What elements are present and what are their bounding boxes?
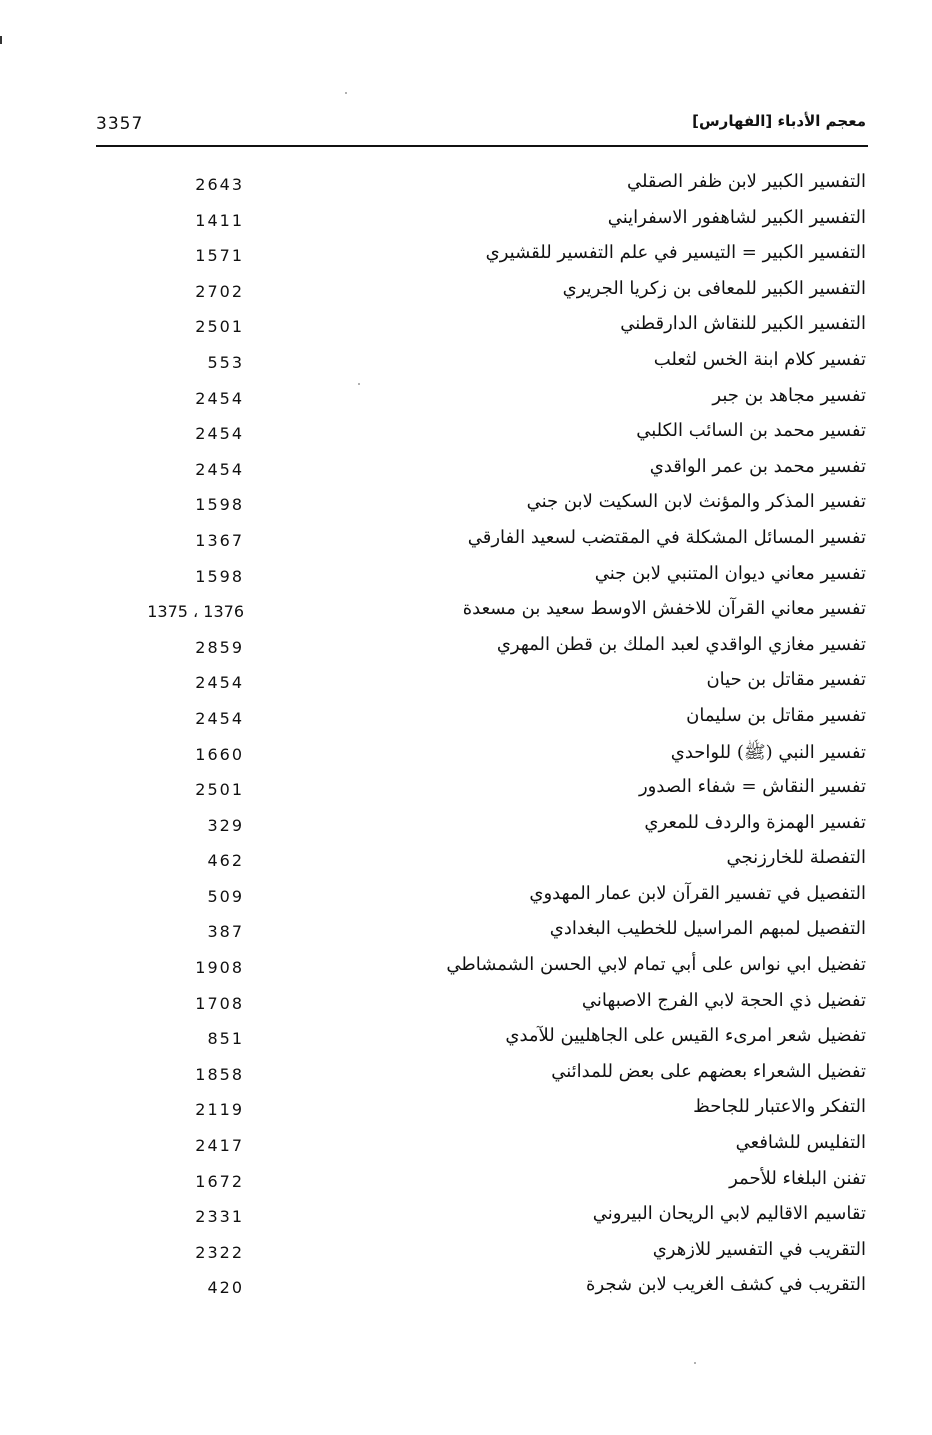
entry-pages: 2859 (195, 637, 244, 657)
entry-title: تفضيل الشعراء بعضهم على بعض للمدائني (551, 1060, 866, 1082)
entry-pages: 1375 ، 1376 (147, 602, 244, 622)
entry-title: التفليس للشافعي (735, 1132, 866, 1154)
index-entry (96, 845, 866, 881)
entry-title: التفسير الكبير للمعافى بن زكريا الجريري (562, 277, 866, 299)
index-entry (96, 739, 866, 775)
entry-title: التفسير الكبير = التيسير في علم التفسير للقشيري (485, 242, 866, 264)
entry-pages: 1660 (195, 744, 244, 764)
entry-title: التقريب في التفسير للازهري (652, 1238, 866, 1260)
entry-title: التفصيل في تفسير القرآن لابن عمار المهدوي (529, 882, 866, 904)
entry-title: تفسير محمد بن السائب الكلبي (636, 420, 866, 442)
page-number: 3357 (96, 114, 144, 134)
index-entry (96, 561, 866, 597)
running-title: معجم الأدباء [الفهارس] (692, 112, 866, 130)
index-entry (96, 988, 866, 1024)
entry-pages: 1367 (195, 530, 244, 550)
entry-pages: 2454 (195, 708, 244, 728)
entry-title: تفسير مجاهد بن جبر (712, 384, 866, 406)
index-entry (96, 881, 866, 917)
entry-pages: 2119 (195, 1100, 244, 1120)
index-entry (96, 1237, 866, 1273)
entry-pages: 1598 (195, 495, 244, 515)
index-entry (96, 952, 866, 988)
entry-pages: 1598 (195, 566, 244, 586)
index-entries (96, 169, 866, 1308)
entry-pages: 387 (207, 922, 244, 942)
index-entry (96, 632, 866, 668)
entry-title: تفسير كلام ابنة الخس لثعلب (653, 348, 866, 370)
header-rule (96, 145, 868, 147)
entry-pages: 1672 (195, 1171, 244, 1191)
entry-title: تفسير النبي (ﷺ) للواحدي (670, 741, 866, 763)
entry-pages: 509 (207, 886, 244, 906)
index-entry (96, 1059, 866, 1095)
scan-speck (358, 383, 360, 385)
entry-title: التفسير الكبير لابن ظفر الصقلي (626, 171, 866, 192)
entry-pages: 329 (207, 815, 244, 835)
page-header (96, 108, 866, 144)
entry-title: تقاسيم الاقاليم لابي الريحان البيروني (592, 1203, 866, 1225)
entry-pages: 851 (207, 1029, 244, 1049)
index-entry (96, 383, 866, 419)
entry-pages: 1708 (195, 993, 244, 1013)
entry-title: التفصلة للخارزنجي (726, 847, 866, 869)
entry-title: تفسير النقاش = شفاء الصدور (638, 776, 866, 798)
entry-pages: 2643 (195, 175, 244, 194)
index-entry (96, 1201, 866, 1237)
entry-title: تفضيل شعر امرىء القيس على الجاهليين للآمدي (505, 1025, 866, 1047)
index-entry (96, 169, 866, 205)
entry-title: تفسير محمد بن عمر الواقدي (649, 455, 866, 477)
entry-title: تفضيل ذي الحجة لابي الفرج الاصبهاني (581, 989, 866, 1011)
index-entry (96, 596, 866, 632)
index-entry (96, 311, 866, 347)
index-entry (96, 1094, 866, 1130)
entry-title: تفسير المذكر والمؤنث لابن السكيت لابن جني (526, 491, 866, 513)
index-entry (96, 1130, 866, 1166)
entry-pages: 1908 (195, 958, 244, 978)
entry-title: التفسير الكبير للنقاش الدارقطني (620, 313, 866, 335)
entry-title: تفسير معاني ديوان المتنبي لابن جني (594, 562, 866, 584)
entry-pages: 2454 (195, 424, 244, 444)
entry-pages: 1411 (195, 210, 244, 230)
entry-pages: 2501 (195, 317, 244, 337)
index-entry (96, 418, 866, 454)
entry-pages: 2501 (195, 780, 244, 800)
entry-pages: 420 (207, 1278, 244, 1298)
entry-pages: 2454 (195, 388, 244, 408)
entry-pages: 2454 (195, 673, 244, 693)
entry-title: تفسير مقاتل بن سليمان (686, 704, 866, 726)
entry-title: تفضيل ابي نواس على أبي تمام لابي الحسن الشمشاطي (446, 954, 866, 976)
index-entry (96, 774, 866, 810)
scan-speck (694, 1362, 696, 1364)
margin-mark (0, 36, 2, 44)
entry-title: تفسير الهمزة والردف للمعري (644, 811, 866, 833)
entry-title: التفصيل لمبهم المراسيل للخطيب البغدادي (549, 918, 866, 940)
entry-title: تفسير مغازي الواقدي لعبد الملك بن قطن المهري (496, 633, 866, 655)
index-entry (96, 810, 866, 846)
index-entry (96, 525, 866, 561)
index-entry (96, 703, 866, 739)
entry-title: التقريب في كشف الغريب لابن شجرة (586, 1274, 866, 1296)
index-entry (96, 276, 866, 312)
entry-title: تفنن البلغاء للأحمر (729, 1167, 866, 1189)
index-entry (96, 916, 866, 952)
index-entry (96, 1166, 866, 1202)
entry-pages: 462 (207, 851, 244, 871)
index-entry (96, 667, 866, 703)
scan-speck (345, 92, 347, 94)
index-entry (96, 1272, 866, 1308)
index-entry (96, 489, 866, 525)
entry-title: التفسير الكبير لشاهفور الاسفرايني (607, 206, 866, 228)
index-entry (96, 1023, 866, 1059)
entry-pages: 1858 (195, 1064, 244, 1084)
entry-title: تفسير معاني القرآن للاخفش الاوسط سعيد بن مسعدة (462, 598, 866, 620)
entry-pages: 2331 (195, 1207, 244, 1227)
entry-pages: 553 (207, 352, 244, 372)
index-entry (96, 454, 866, 490)
entry-title: تفسير المسائل المشكلة في المقتضب لسعيد الفارقي (467, 526, 866, 548)
entry-title: التفكر والاعتبار للجاحظ (693, 1096, 866, 1118)
entry-pages: 2702 (195, 281, 244, 301)
index-entry (96, 240, 866, 276)
entry-pages: 1571 (195, 246, 244, 266)
entry-title: تفسير مقاتل بن حيان (706, 669, 866, 691)
index-entry (96, 205, 866, 241)
index-entry (96, 347, 866, 383)
entry-pages: 2322 (195, 1242, 244, 1262)
entry-pages: 2417 (195, 1136, 244, 1156)
entry-pages: 2454 (195, 459, 244, 479)
